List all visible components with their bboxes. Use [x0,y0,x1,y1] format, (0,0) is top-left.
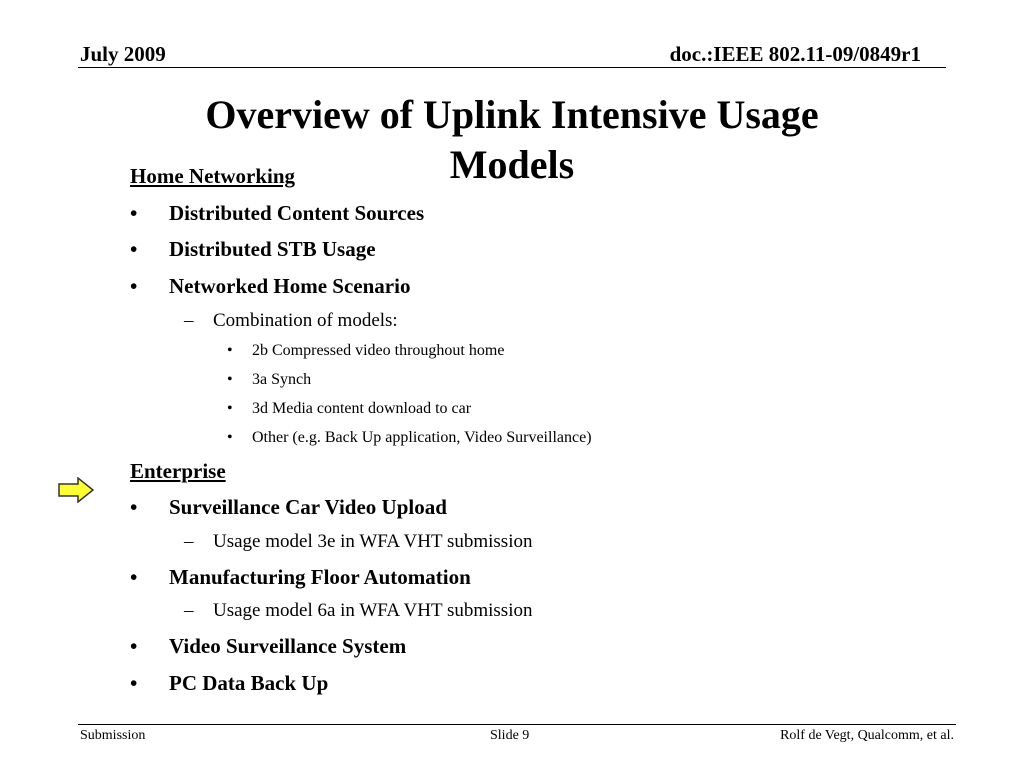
bullet-marker: • [130,201,138,225]
bullet-text: Networked Home Scenario [169,274,411,298]
bullet-marker: • [227,371,233,388]
dash-marker: – [184,600,194,621]
sub-sub-bullet-text: 3a Synch [252,371,312,388]
bullet-marker: • [227,342,233,359]
header-date: July 2009 [80,42,166,66]
sub-sub-bullet-text: Other (e.g. Back Up application, Video Surveillance) [252,429,592,446]
section-heading-home-networking: Home Networking [130,164,296,188]
bullet-text: Distributed Content Sources [169,201,425,225]
right-arrow-icon [58,477,94,503]
slide-title-line-2: Models [449,142,575,187]
sub-sub-bullet-text: 2b Compressed video throughout home [252,342,505,359]
bullet-text: Video Surveillance System [169,634,407,658]
bullet-marker: • [227,429,233,446]
slide-title-line-1: Overview of Uplink Intensive Usage [205,92,819,137]
section-heading-enterprise: Enterprise [130,459,226,483]
sub-bullet-text: Combination of models: [213,310,398,331]
footer-slide-number: Slide 9 [490,728,530,743]
bullet-marker: • [130,274,138,298]
footer-submission: Submission [80,728,146,743]
bullet-text: Distributed STB Usage [169,237,376,261]
bullet-marker: • [130,671,138,695]
dash-marker: – [184,531,194,552]
bullet-text: Manufacturing Floor Automation [169,565,471,589]
bullet-text: Surveillance Car Video Upload [169,495,447,519]
bullet-marker: • [130,495,138,519]
sub-bullet-text: Usage model 6a in WFA VHT submission [213,600,533,621]
footer-divider [78,724,956,725]
sub-bullet-text: Usage model 3e in WFA VHT submission [213,531,533,552]
bullet-text: PC Data Back Up [169,671,329,695]
bullet-marker: • [130,634,138,658]
footer-author: Rolf de Vegt, Qualcomm, et al. [780,728,954,743]
sub-sub-bullet-text: 3d Media content download to car [252,400,472,417]
bullet-marker: • [130,237,138,261]
bullet-marker: • [130,565,138,589]
bullet-marker: • [227,400,233,417]
dash-marker: – [184,310,194,331]
header-doc-id: doc.:IEEE 802.11-09/0849r1 [669,42,921,66]
